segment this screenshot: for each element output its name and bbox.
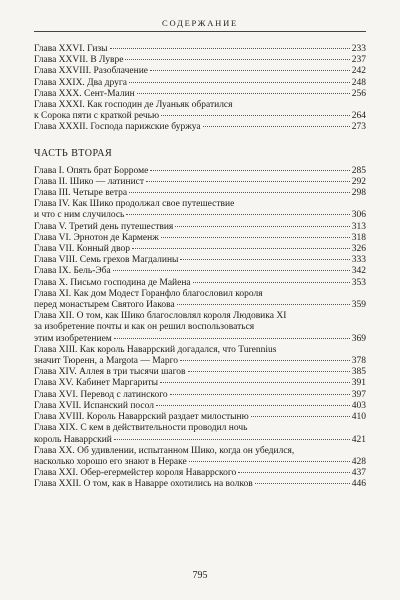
toc-entry-page-number: 256	[351, 88, 366, 99]
toc-entry-row	[34, 233, 366, 244]
toc-entry-row	[34, 300, 366, 311]
page-number: 795	[192, 570, 208, 581]
toc-entry-row	[34, 244, 366, 255]
toc-entry-page-number: 273	[351, 122, 366, 133]
dot-leader	[188, 371, 350, 372]
dot-leader	[113, 270, 350, 271]
toc-entry-title-line: Глава XIII. Как король Наваррский догадался, что Turennius	[34, 344, 277, 355]
toc-entry	[34, 423, 366, 445]
toc-entry-title: к Сорока пяти с краткой речью	[34, 111, 160, 122]
toc-entry-row	[34, 222, 366, 233]
toc-entry-row	[34, 255, 366, 266]
toc-entry	[34, 278, 366, 289]
toc-entry-page-number: 446	[351, 479, 366, 490]
toc-entry-row	[34, 44, 366, 55]
toc-entry-row	[34, 435, 366, 446]
toc-entry-title: Глава XV. Кабинет Маргариты	[34, 378, 159, 389]
toc-entry-title: Глава XXVIII. Разоблачение	[34, 66, 149, 77]
toc-entry	[34, 222, 366, 233]
toc-entry	[34, 44, 366, 55]
dot-leader	[189, 461, 350, 462]
dot-leader	[180, 259, 349, 260]
toc-entry-page-number: 353	[351, 277, 366, 288]
toc-entry-page-number: 342	[351, 266, 366, 277]
toc-entry	[34, 89, 366, 100]
toc-entry	[34, 166, 366, 177]
header-rule	[34, 31, 366, 32]
toc-entry-row	[34, 390, 366, 401]
toc-entry	[34, 66, 366, 77]
toc-entry-title: Глава III. Четыре ветра	[34, 188, 128, 199]
toc-entry-title: Глава XXII. О том, как в Наварре охотились на волков	[34, 479, 253, 490]
toc-entry-title: Глава VIII. Семь грехов Магдалины	[34, 255, 179, 266]
toc-entry-page-number: 242	[351, 66, 366, 77]
toc-entry-title: Глава XVIII. Король Наваррский раздает милостыню	[34, 412, 249, 423]
toc-entry	[34, 188, 366, 199]
toc-entry-row	[34, 111, 366, 122]
toc-entry-title: Глава VII. Конный двор	[34, 244, 131, 255]
dot-leader	[129, 192, 350, 193]
toc-entry-page-number: 318	[351, 232, 366, 243]
toc-entry-row	[34, 278, 366, 289]
toc-entry	[34, 289, 366, 311]
dot-leader	[238, 472, 349, 473]
toc-entry	[34, 177, 366, 188]
toc-entry-page-number: 313	[351, 221, 366, 232]
toc-entry-title: этим изобретением	[34, 333, 112, 344]
toc-entry-title: Глава V. Третий день путешествия	[34, 221, 174, 232]
running-header: СОДЕРЖАНИЕ	[161, 18, 239, 28]
toc-entry-page-number: 391	[351, 378, 366, 389]
dot-leader	[114, 439, 350, 440]
dot-leader	[150, 170, 349, 171]
toc-entry-title-line: Глава XII. О том, как Шико благословлял короля Людовика XI	[34, 311, 287, 322]
toc-entry-title: Глава XXVI. Гизы	[34, 44, 108, 54]
dot-leader	[110, 48, 350, 49]
toc-entry	[34, 244, 366, 255]
toc-entry	[34, 233, 366, 244]
toc-entry	[34, 468, 366, 479]
toc-entry-page-number: 428	[351, 456, 366, 467]
toc-entry-page-number: 378	[351, 356, 366, 367]
toc-entry-page-number: 403	[351, 400, 366, 411]
toc-entry-title: Глава XXVII. В Лувре	[34, 55, 124, 66]
toc-entry	[34, 311, 366, 345]
toc-entry-title-line: Глава XX. Об удивлении, испытанном Шико, когда он убедился,	[34, 445, 295, 456]
toc-entry-row	[34, 367, 366, 378]
dot-leader	[125, 59, 349, 60]
toc-entry	[34, 390, 366, 401]
dot-leader	[132, 248, 350, 249]
toc-entry-title: король Наваррский	[34, 434, 112, 445]
toc-entry	[34, 401, 366, 412]
toc-entry	[34, 367, 366, 378]
table-of-contents	[34, 44, 366, 491]
dot-leader	[177, 304, 350, 305]
toc-entry-row	[34, 66, 366, 77]
dot-leader	[193, 282, 350, 283]
toc-entry-page-number: 437	[351, 468, 366, 479]
toc-entry	[34, 100, 366, 122]
toc-entry	[34, 378, 366, 389]
toc-entry-page-number: 298	[351, 188, 366, 199]
dot-leader	[156, 405, 350, 406]
toc-entry-title: Глава VI. Эрнотон де Карменж	[34, 232, 159, 243]
toc-entry-page-number: 264	[351, 111, 366, 122]
toc-entry-row	[34, 334, 366, 345]
toc-entry-title: перед монастырем Святого Иакова	[34, 300, 175, 311]
toc-entry-row	[34, 55, 366, 66]
toc-entry-title: Глава XXIX. Два друга	[34, 77, 127, 88]
toc-entry-row	[34, 457, 366, 468]
toc-entry	[34, 199, 366, 221]
toc-entry-title: Глава II. Шико — латинист	[34, 176, 145, 187]
toc-entry	[34, 122, 366, 133]
toc-entry-row	[34, 412, 366, 423]
dot-leader	[114, 338, 350, 339]
dot-leader	[180, 360, 350, 361]
toc-entry-title: Глава XVI. Перевод с латинского	[34, 389, 168, 400]
toc-entry-title: насколько хорошо его знают в Нераке	[34, 456, 187, 467]
toc-entry-title: Глава XXX. Сент-Малин	[34, 88, 135, 99]
toc-entry-page-number: 410	[351, 412, 366, 423]
toc-entry-row	[34, 378, 366, 389]
toc-entry-title: значит Тюренн, а Margota — Марго	[34, 356, 179, 367]
toc-entry	[34, 345, 366, 367]
dot-leader	[150, 70, 350, 71]
toc-entry-page-number: 306	[351, 210, 366, 221]
toc-entry-row	[34, 78, 366, 89]
dot-leader	[170, 394, 350, 395]
toc-entry	[34, 412, 366, 423]
toc-entry-title: Глава XXI. Обер-егермейстер короля Наваррского	[34, 468, 237, 479]
toc-entry-row	[34, 166, 366, 177]
toc-entry-row	[34, 188, 366, 199]
toc-entry-row	[34, 468, 366, 479]
toc-entry-row	[34, 89, 366, 100]
toc-entry-row	[34, 177, 366, 188]
toc-entry-page-number: 397	[351, 389, 366, 400]
part-heading: ЧАСТЬ ВТОРАЯ	[34, 147, 113, 159]
toc-entry-page-number: 248	[351, 77, 366, 88]
dot-leader	[175, 226, 349, 227]
toc-entry-row	[34, 266, 366, 277]
toc-entry-page-number: 333	[351, 255, 366, 266]
toc-entry-row	[34, 401, 366, 412]
toc-entry-page-number: 237	[351, 55, 366, 66]
toc-group-part-two	[34, 166, 366, 491]
dot-leader	[161, 237, 350, 238]
toc-entry-title-line: Глава XXXI. Как господин де Луаньяк обратился	[34, 100, 233, 111]
toc-entry-page-number: 285	[351, 165, 366, 176]
toc-entry	[34, 55, 366, 66]
dot-leader	[203, 126, 350, 127]
toc-entry	[34, 266, 366, 277]
dot-leader	[160, 382, 350, 383]
toc-entry-row	[34, 122, 366, 133]
toc-group-part-one	[34, 44, 366, 134]
toc-entry-row	[34, 479, 366, 490]
toc-entry-row	[34, 210, 366, 221]
toc-entry-title: Глава IX. Бель-Эба	[34, 266, 111, 277]
toc-entry-page-number: 292	[351, 176, 366, 187]
dot-leader	[255, 483, 350, 484]
toc-entry	[34, 78, 366, 89]
toc-entry-title-line: Глава XI. Как дом Модест Горанфло благословил короля	[34, 288, 263, 299]
toc-entry-title-line: Глава XIX. С кем в действительности проводил ночь	[34, 423, 248, 434]
toc-entry-title: Глава XVII. Испанский посол	[34, 400, 154, 411]
toc-entry	[34, 446, 366, 468]
toc-entry-title: Глава XXXII. Господа парижские буржуа	[34, 122, 201, 133]
toc-entry-title: Глава I. Опять брат Борроме	[34, 165, 149, 176]
toc-entry	[34, 255, 366, 266]
toc-entry-title: Глава X. Письмо господина де Майена	[34, 277, 191, 288]
dot-leader	[161, 115, 350, 116]
toc-entry-page-number: 233	[351, 44, 366, 54]
dot-leader	[137, 93, 350, 94]
toc-entry-row	[34, 356, 366, 367]
toc-entry-page-number: 421	[351, 434, 366, 445]
toc-entry-title: и что с ним случилось	[34, 210, 125, 221]
toc-entry	[34, 479, 366, 490]
toc-entry-title: Глава XIV. Аллея в три тысячи шагов	[34, 367, 186, 378]
toc-entry-title-line: за изобретение почты и как он решил воспользоваться	[34, 322, 255, 333]
toc-entry-page-number: 385	[351, 367, 366, 378]
dot-leader	[126, 214, 349, 215]
toc-entry-title-line: Глава IV. Как Шико продолжал свое путешествие	[34, 199, 235, 210]
toc-entry-page-number: 359	[351, 300, 366, 311]
toc-entry-page-number: 326	[351, 244, 366, 255]
dot-leader	[129, 82, 350, 83]
dot-leader	[251, 416, 350, 417]
dot-leader	[146, 181, 350, 182]
toc-entry-page-number: 369	[351, 333, 366, 344]
